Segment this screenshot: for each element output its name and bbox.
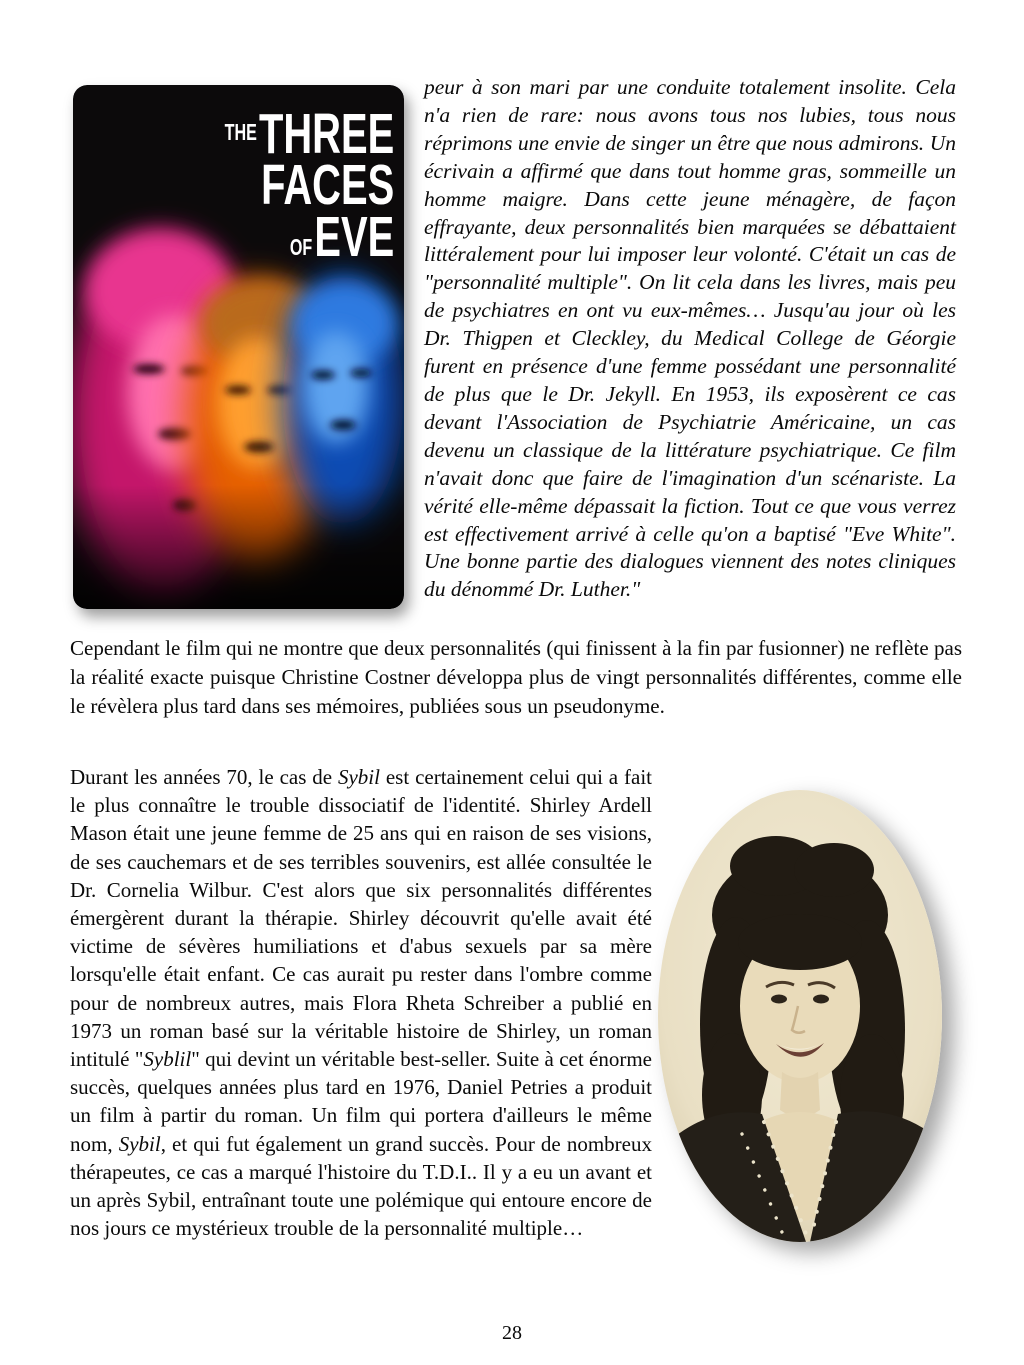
page-number: 28 xyxy=(502,1322,522,1344)
poster-title-three: THREE xyxy=(258,102,394,166)
poster-title-line-3 xyxy=(224,204,394,269)
sybil-paragraph xyxy=(70,763,652,1242)
portrait-artwork xyxy=(658,790,942,1242)
text-segment-italic: Syblil xyxy=(143,1047,192,1072)
text-segment: " qui devint un véritable best-seller. Suite à cet énorme succès, quelques années plus tard en 1976, Daniel Petries a produit un film à partir du roman. Un film qui portera d'ailleurs le même nom, xyxy=(70,1047,652,1156)
commentary-paragraph: Cependant le film qui ne montre que deux personnalités (qui finissent à la fin par fusionner) ne reflète pas la réalité exacte puisque Christine Costner développa plus de vingt personnalités différentes, comme elle le révèlera plus tard dans ses mémoires, publiées sous un pseudonyme. xyxy=(70,636,962,718)
text-segment-italic: Sybil xyxy=(118,1131,161,1156)
text-segment: Durant les années 70, le cas de xyxy=(70,765,338,789)
quote-paragraph: peur à son mari par une conduite totalement insolite. Cela n'a rien de rare: nous avons tous nos lubies, tous nous réprimons une envie de singer un être que nous admirons. Un écrivain a affirmé que dans tout homme gras, sommeille un homme maigre. Dans cette jeune ménagère, de façon effrayante, deux personnalités bien marquées se débattaient littéralement pour lui imposer leur volonté. C'était un cas de "personnalité multiple". On lit cela dans les livres, mais peu de psychiatres en ont vu eux-mêmes… Jusqu'au jour où les Dr. Thigpen et Cleckley, du Medical College de Géorgie furent en présence d'une femme possédant une personnalité de plus que le Dr. Jekyll. En 1953, ils exposèrent ce cas devant l'Association de Psychiatrie Américaine, un cas devenu un classique de la littérature psychiatrique. Ce film n'avait donc que faire de l'imagination d'un scénariste. La vérité elle-même dépassait la fiction. Tout ce que vous verrez est effectivement arrivé à celle qu'on a baptisé "Eve White". Une bonne partie des dialogues viennent des notes cliniques du dénommé Dr. Luther." xyxy=(424,75,956,602)
poster-title-the: THE xyxy=(224,119,257,145)
poster-title-of: OF xyxy=(289,233,313,260)
poster-title-faces: FACES xyxy=(260,153,394,218)
poster-title xyxy=(224,102,394,269)
movie-poster-image xyxy=(73,85,404,609)
portrait-photo xyxy=(658,790,942,1242)
poster-title-line-2 xyxy=(224,153,394,218)
text-segment-italic: Sybil xyxy=(337,765,380,789)
poster-title-eve: EVE xyxy=(314,204,394,269)
text-segment: , et qui fut également un grand succès. Pour de nombreux thérapeutes, ce cas a marqué l'histoire du T.D.I.. Il y a eu un avant et un après Sybil, entraînant toute une polémique qui entoure encore de nos jours ce mystérieux trouble de la personnalité multiple… xyxy=(70,1131,652,1241)
text-segment: est certainement celui qui a fait le plus connaître le trouble dissociatif de l'identité. Shirley Ardell Mason était une jeune femme de 25 ans qui en raison de ses visions, de ses cauchemars et de ses terribles souvenirs, est allée consultée le Dr. Cornelia Wilbur. C'est alors que six personnalités différentes émergèrent durant la thérapie. Shirley découvrit qu'elle avait été victime de sévères humiliations et d'abus sexuels par sa mère lorsqu'elle était enfant. Ce cas aurait pu rester dans l'ombre comme pour de nombreux autres, mais Flora Rheta Schreiber a publié en 1973 un roman basé sur la véritable histoire de Shirley, un roman intitulé " xyxy=(70,765,652,1072)
